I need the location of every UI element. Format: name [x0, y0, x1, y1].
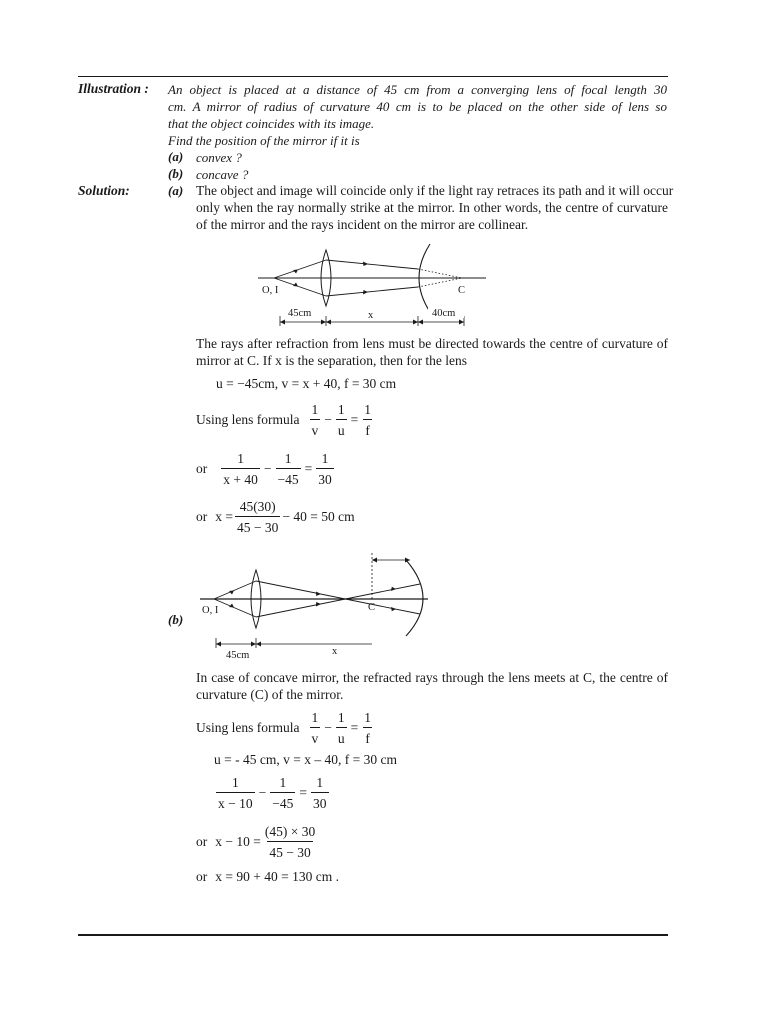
figure-b-concave-mirror: [196, 550, 436, 662]
bottom-rule: [78, 934, 668, 936]
part-b-equation-3: or x − 10 = $\frac{(45) \times 30}{45 - 30}$: [196, 824, 316, 860]
formula-label: Using lens formula: [196, 412, 300, 427]
part-b-line-1: In case of concave mirror, the refracted rays through the lens meets at C, the centre of: [196, 670, 668, 685]
fig-b-c-label: C: [368, 602, 376, 613]
fig-a-c-label: C: [458, 285, 466, 296]
fig-b-object-label: O, I: [202, 605, 219, 616]
part-b-lens-formula: Using lens formula $\frac{1}{v}$ − $\frac{1}{u}$ = $\frac{1}{f}$: [196, 710, 371, 746]
part-a-given: u = −45cm, v = x + 40, f = 30 cm: [216, 376, 397, 391]
fig-a-dim-45: 45cm: [288, 308, 312, 319]
illustration-line-1: An object is placed at a distance of 45 cm from a converging lens of focal length 30: [168, 82, 667, 97]
illustration-label: Illustration :: [78, 81, 149, 96]
option-a-tag: (a): [168, 149, 184, 164]
solution-label: Solution:: [78, 183, 130, 198]
fig-a-dim-40: 40cm: [432, 308, 456, 319]
top-rule: [78, 76, 668, 77]
part-a-tag: (a): [168, 183, 184, 198]
illustration-line-3: that the object coincides with its image.: [168, 116, 375, 131]
option-a-text: convex ?: [196, 150, 242, 165]
fraction-1-over-f: $\frac{1}{f}$: [364, 402, 371, 438]
part-a-line-1: The object and image will coincide only if the light ray retraces its path and it will occur: [196, 183, 674, 198]
part-b-line-2: curvature (C) of the mirror.: [196, 687, 344, 702]
option-b-text: concave ?: [196, 167, 249, 182]
part-b-equation-2: $\frac{1}{x - 10}$ − $\frac{1}{-45}$ = $\frac{1}{30}$: [218, 775, 327, 811]
part-a-lens-formula: Using lens formula $\frac{1}{v}$ − $\frac{1}{u}$ = $\frac{1}{f}$: [196, 402, 371, 438]
figure-a-convex-mirror: [250, 238, 500, 330]
fig-a-object-label: O, I: [262, 285, 279, 296]
fig-b-dim-45: 45cm: [226, 650, 250, 661]
part-b-given: u = - 45 cm, v = x – 40, f = 30 cm: [214, 752, 397, 767]
part-b-final: or x = 90 + 40 = 130 cm .: [196, 869, 339, 884]
fraction-1-over-v: $\frac{1}{v}$: [311, 402, 319, 438]
part-a-after-line-1: The rays after refraction from lens must be directed towards the centre of curvature of: [196, 336, 668, 351]
fig-a-dim-x: x: [368, 310, 374, 321]
part-a-equation-2: or $\frac{1}{x + 40}$ − $\frac{1}{-45}$ = $\frac{1}{30}$: [196, 451, 332, 487]
part-a-line-3: of the mirror and the rays incident on the mirror are collinear.: [196, 217, 529, 232]
fraction-1-over-u: $\frac{1}{u}$: [337, 402, 345, 438]
part-a-equation-3: or x = $\frac{45(30)}{45 - 30}$ − 40 = 50 cm: [196, 499, 355, 535]
illustration-line-4: Find the position of the mirror if it is: [168, 133, 360, 148]
part-a-line-2: only when the ray normally strike at the mirror. In other words, the centre of curvature: [196, 200, 668, 215]
part-a-after-line-2: mirror at C. If x is the separation, then for the lens: [196, 353, 468, 368]
option-b-tag: (b): [168, 166, 184, 181]
part-b-tag: (b): [168, 612, 184, 627]
illustration-line-2: cm. A mirror of radius of curvature 40 cm is to be placed on the other side of lens so: [168, 99, 667, 114]
fig-b-dim-x: x: [332, 646, 338, 657]
